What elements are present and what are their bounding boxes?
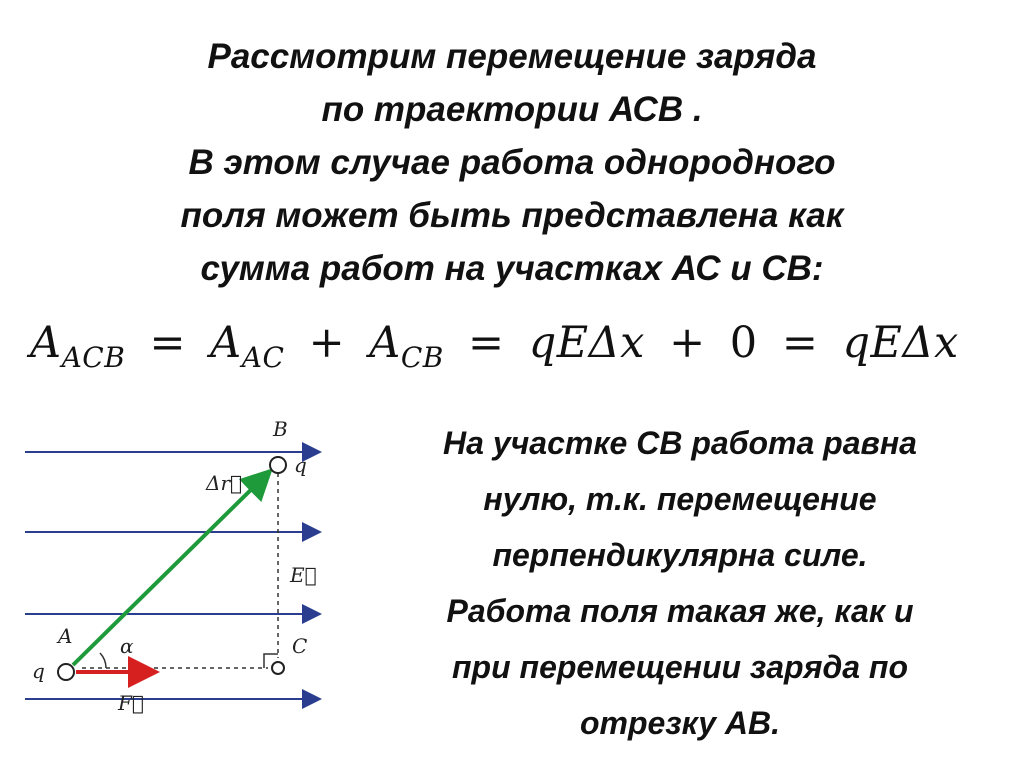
label-field-e: E⃗ bbox=[290, 563, 317, 587]
title-line: Рассмотрим перемещение заряда bbox=[207, 37, 817, 76]
label-force-f: F⃗ bbox=[118, 691, 144, 715]
note-line: нулю, т.к. перемещение bbox=[483, 481, 877, 517]
label-q-top: q bbox=[294, 453, 307, 477]
title-line: по траектории АСВ . bbox=[321, 90, 703, 129]
formula-subscript: AC bbox=[241, 341, 285, 374]
label-displacement: Δr⃗ bbox=[206, 471, 243, 495]
note-line: при перемещении заряда по bbox=[452, 649, 908, 685]
formula-operator: = bbox=[468, 318, 505, 368]
formula-term: qEΔx bbox=[842, 318, 959, 368]
title-line: сумма работ на участках АС и СВ: bbox=[200, 249, 824, 288]
label-c: C bbox=[292, 634, 308, 658]
formula-operator: + bbox=[669, 318, 706, 368]
formula-operator: + bbox=[308, 318, 346, 368]
slide-title bbox=[40, 30, 984, 295]
title-line: В этом случае работа однородного bbox=[188, 143, 836, 182]
note-line: На участке СВ работа равна bbox=[443, 425, 917, 461]
formula-subscript: CB bbox=[400, 341, 444, 374]
title-line: поля может быть представлена как bbox=[180, 196, 844, 235]
formula-subscript: ACB bbox=[61, 341, 126, 374]
label-q-bottom: q bbox=[32, 659, 45, 683]
formula-symbol: A bbox=[210, 318, 242, 368]
explanation-text bbox=[360, 415, 1000, 751]
formula-operator: = bbox=[781, 318, 819, 368]
note-line: перпендикулярна силе. bbox=[492, 537, 868, 573]
displacement-vector bbox=[73, 471, 270, 665]
point-c bbox=[272, 662, 284, 674]
note-line: отрезку АВ. bbox=[579, 705, 781, 741]
note-line: Работа поля такая же, как и bbox=[446, 593, 914, 629]
formula-operator: = bbox=[149, 318, 186, 368]
field-diagram bbox=[20, 410, 340, 730]
charge-point-a bbox=[58, 664, 74, 680]
work-formula bbox=[30, 318, 990, 388]
formula-symbol: A bbox=[30, 318, 62, 368]
label-a: A bbox=[58, 624, 73, 648]
formula-term: qEΔx bbox=[528, 318, 645, 368]
charge-point-b bbox=[270, 457, 286, 473]
alpha-arc bbox=[100, 653, 106, 668]
formula-symbol: A bbox=[369, 318, 401, 368]
formula-zero: 0 bbox=[729, 318, 758, 368]
label-alpha: α bbox=[120, 634, 134, 658]
label-b: B bbox=[273, 417, 288, 441]
